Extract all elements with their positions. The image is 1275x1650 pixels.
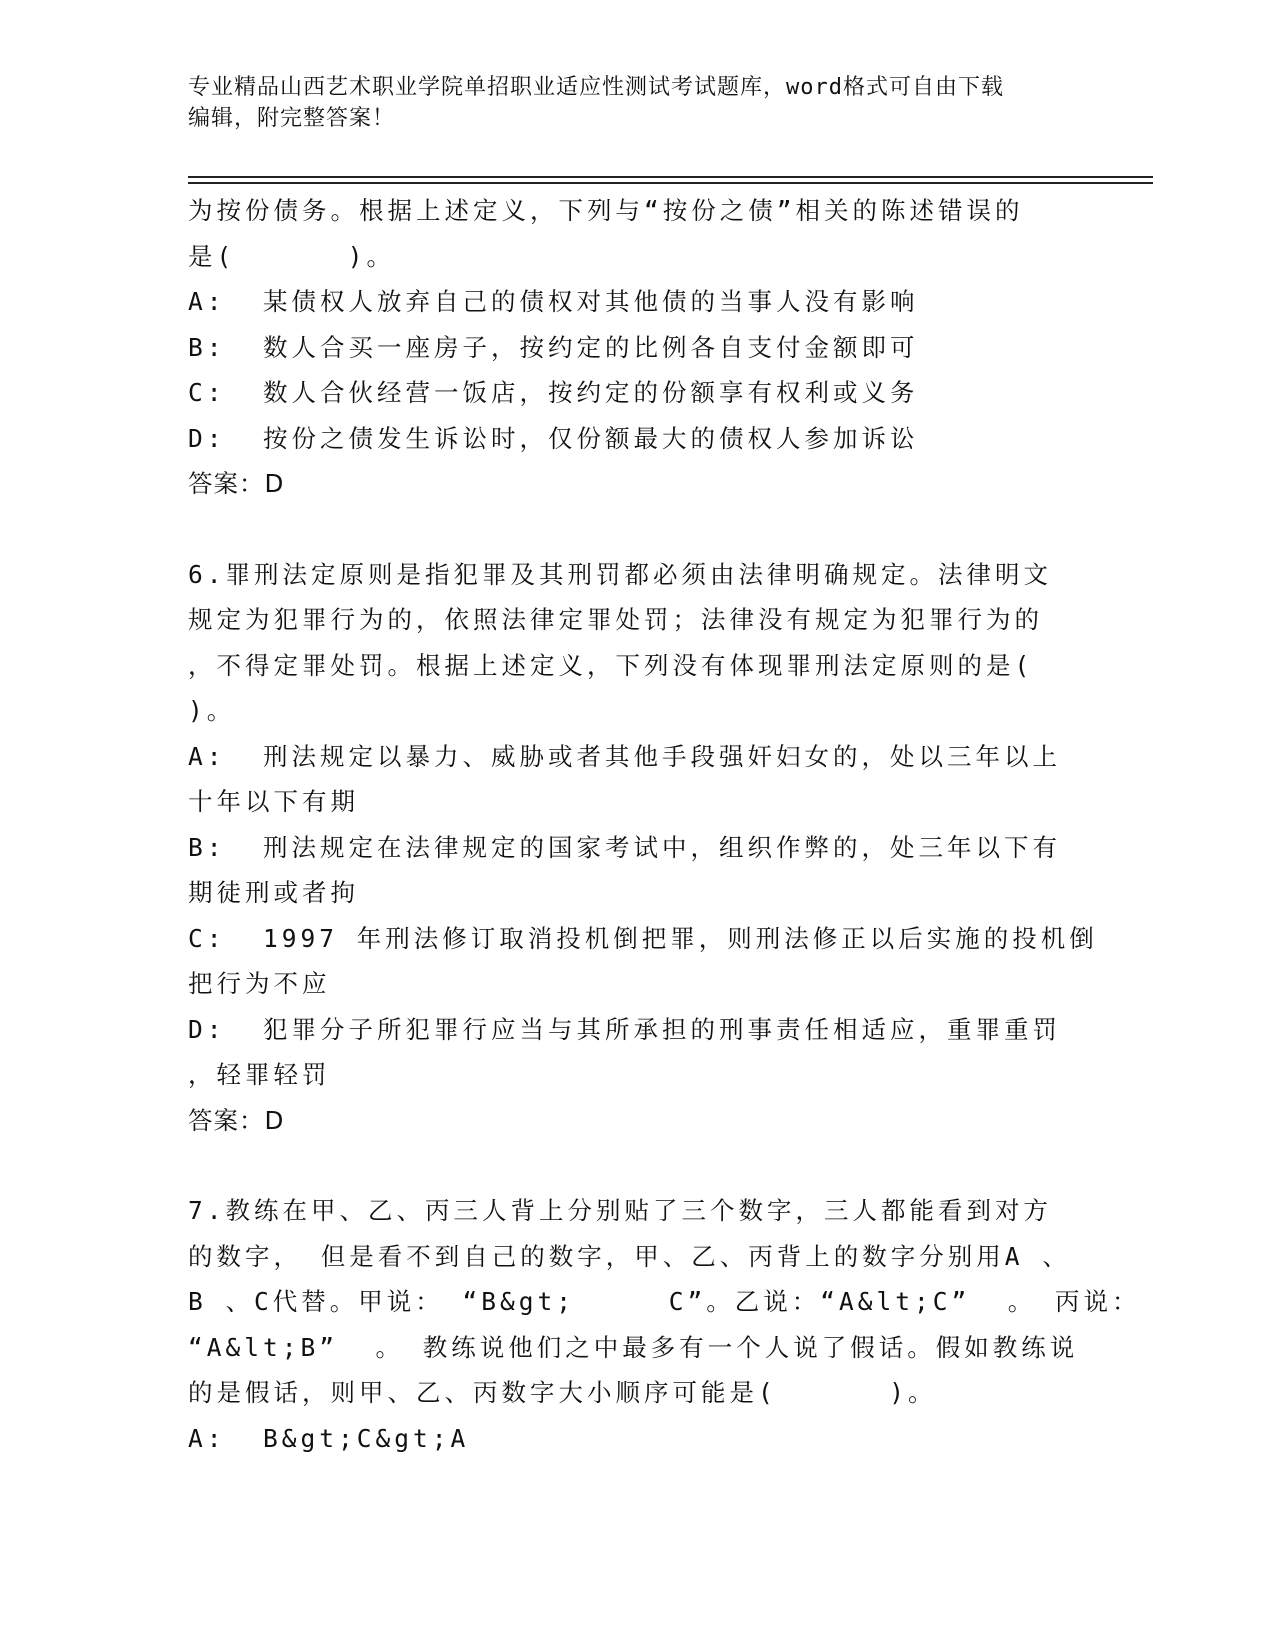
question-text-line: ，不得定罪处罚。根据上述定义，下列没有体现罪刑法定原则的是( xyxy=(188,650,1034,680)
option-c-continued: 把行为不应 xyxy=(188,969,331,998)
question-6 xyxy=(188,552,1098,1144)
option-b: B: 数人合买一座房子，按约定的比例各自支付金额即可 xyxy=(188,332,919,362)
header-line-1: 专业精品山西艺术职业学院单招职业适应性测试考试题库，word格式可自由下载 xyxy=(188,75,1004,100)
question-text-line: )。 xyxy=(188,696,236,725)
header-line-2: 编辑，附完整答案！ xyxy=(188,106,396,131)
answer-line: 答案：D xyxy=(188,469,285,498)
option-b-continued: 期徒刑或者拘 xyxy=(188,878,359,907)
question-spacer xyxy=(188,1143,1088,1188)
option-d: D: 犯罪分子所犯罪行应当与其所承担的刑事责任相适应，重罪重罚 xyxy=(188,1014,1061,1044)
option-a-continued: 十年以下有期 xyxy=(188,787,359,816)
question-text-line: 规定为犯罪行为的，依照法律定罪处罚；法律没有规定为犯罪行为的 xyxy=(188,605,1043,634)
option-a: A: 某债权人放弃自己的债权对其他债的当事人没有影响 xyxy=(188,287,919,316)
page-header xyxy=(188,72,1068,134)
header-rule-bottom xyxy=(188,182,1153,184)
option-d: D: 按份之债发生诉讼时，仅份额最大的债权人参加诉讼 xyxy=(188,423,919,453)
option-a: A: B&gt;C&gt;A xyxy=(188,1423,470,1453)
option-c: C: 数人合伙经营一饭店，按约定的份额享有权利或义务 xyxy=(188,378,919,407)
question-text-line: 的是假话，则甲、乙、丙数字大小顺序可能是( )。 xyxy=(188,1378,937,1407)
question-text-line: 6.罪刑法定原则是指犯罪及其刑罚都必须由法律明确规定。法律明文 xyxy=(188,559,1052,589)
question-text-line: 为按份债务。根据上述定义，下列与“按份之债”相关的陈述错误的 xyxy=(188,196,1024,225)
question-text-line: “A&lt;B” 。 教练说他们之中最多有一个人说了假话。假如教练说 xyxy=(188,1332,1079,1362)
question-7 xyxy=(188,1188,1141,1461)
document-body xyxy=(188,188,1141,1461)
answer-line: 答案：D xyxy=(188,1105,285,1135)
option-d-continued: ，轻罪轻罚 xyxy=(188,1060,331,1089)
option-a: A: 刑法规定以暴力、威胁或者其他手段强奸妇女的，处以三年以上 xyxy=(188,741,1061,771)
option-c: C: 1997 年刑法修订取消投机倒把罪，则刑法修正以后实施的投机倒 xyxy=(188,923,1098,953)
question-text-line: 是( )。 xyxy=(188,241,396,271)
question-spacer xyxy=(188,507,1088,552)
question-text-line: 7.教练在甲、乙、丙三人背上分别贴了三个数字，三人都能看到对方 xyxy=(188,1196,1052,1225)
header-rule-top xyxy=(188,176,1153,178)
question-text-line: B 、C代替。甲说： “B&gt; C”。乙说：“A&lt;C” 。 丙说： xyxy=(188,1287,1141,1316)
question-text-line: 的数字， 但是看不到自己的数字，甲、乙、丙背上的数字分别用A 、 xyxy=(188,1241,1071,1271)
option-b: B: 刑法规定在法律规定的国家考试中，组织作弊的，处三年以下有 xyxy=(188,832,1061,862)
question-5 xyxy=(188,188,1088,507)
